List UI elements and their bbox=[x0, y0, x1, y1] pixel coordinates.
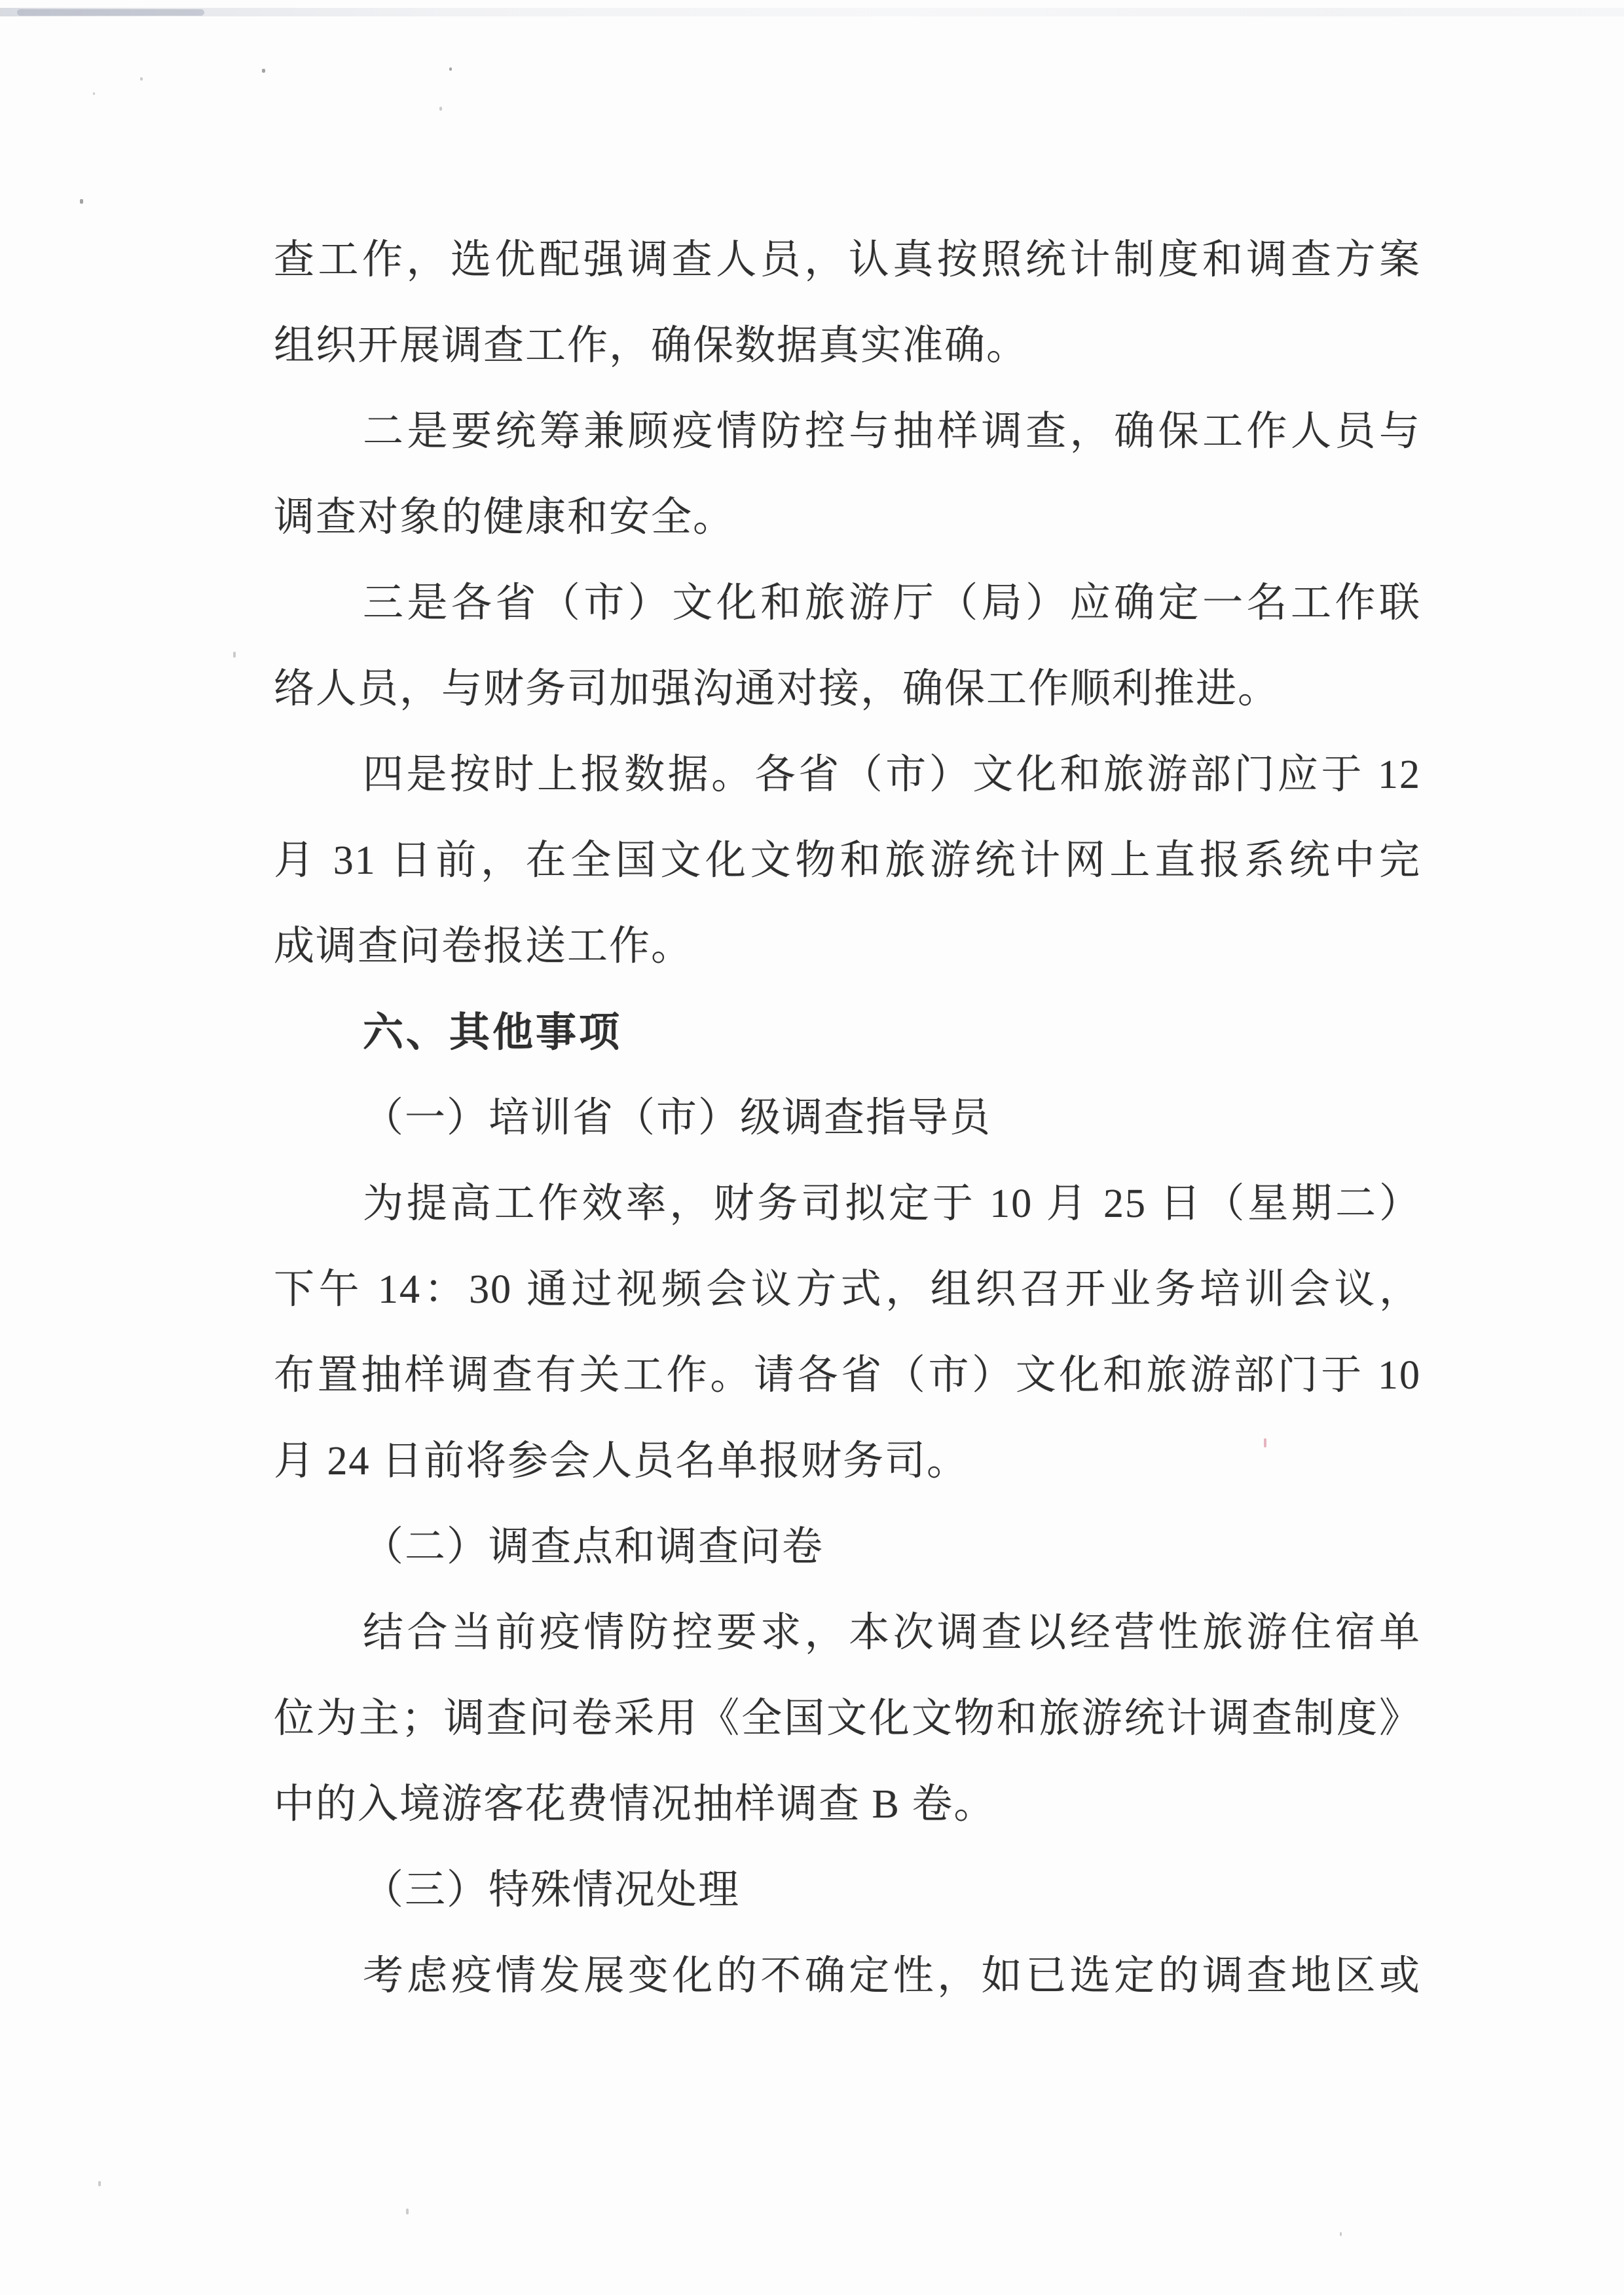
scan-edge-band bbox=[0, 8, 1624, 16]
text-line: （三）特殊情况处理 bbox=[363, 1868, 741, 1912]
section-heading: 六、其他事项 bbox=[363, 1010, 623, 1055]
text-line: 考虑疫情发展变化的不确定性，如已选定的调查地区或 bbox=[363, 1954, 1421, 1998]
text-line: 为提高工作效率，财务司拟定于 10 月 25 日（星期二） bbox=[363, 1182, 1421, 1226]
text-line: 月 31 日前，在全国文化文物和旅游统计网上直报系统中完 bbox=[274, 838, 1421, 883]
text-line: 二是要统筹兼顾疫情防控与抽样调查，确保工作人员与 bbox=[363, 409, 1421, 454]
dust-speck bbox=[98, 2181, 101, 2186]
text-line: 络人员，与财务司加强沟通对接，确保工作顺利推进。 bbox=[274, 667, 1280, 711]
dust-speck bbox=[406, 2209, 409, 2214]
text-line: 布置抽样调查有关工作。请各省（市）文化和旅游部门于 10 bbox=[274, 1353, 1421, 1398]
dust-speck bbox=[233, 652, 236, 658]
document-body bbox=[274, 217, 1421, 2019]
text-line: 月 24 日前将参会人员名单报财务司。 bbox=[274, 1439, 969, 1483]
text-line: 调查对象的健康和安全。 bbox=[274, 495, 735, 540]
dust-speck bbox=[449, 67, 452, 71]
text-line: 位为主；调查问卷采用《全国文化文物和旅游统计调查制度》 bbox=[274, 1696, 1421, 1741]
text-line: 中的入境游客花费情况抽样调查 B 卷。 bbox=[274, 1782, 996, 1827]
text-line: 三是各省（市）文化和旅游厅（局）应确定一名工作联 bbox=[363, 581, 1421, 625]
text-line: 成调查问卷报送工作。 bbox=[274, 924, 693, 969]
dust-speck bbox=[80, 199, 83, 204]
text-line: 下午 14：30 通过视频会议方式，组织召开业务培训会议， bbox=[274, 1267, 1421, 1312]
text-line: 四是按时上报数据。各省（市）文化和旅游部门应于 12 bbox=[363, 753, 1421, 797]
text-line: 查工作，选优配强调查人员，认真按照统计制度和调查方案 bbox=[274, 238, 1421, 282]
dust-speck bbox=[1340, 2232, 1342, 2236]
dust-speck bbox=[439, 107, 442, 111]
text-line: 组织开展调查工作，确保数据真实准确。 bbox=[274, 324, 1029, 368]
text-line: （一）培训省（市）级调查指导员 bbox=[363, 1096, 992, 1140]
dust-speck bbox=[262, 69, 265, 73]
dust-speck bbox=[140, 77, 143, 81]
text-line: （二）调查点和调查问卷 bbox=[363, 1525, 824, 1569]
dust-speck bbox=[93, 92, 95, 95]
text-line: 结合当前疫情防控要求，本次调查以经营性旅游住宿单 bbox=[363, 1611, 1421, 1655]
scan-edge-band-dark bbox=[17, 9, 204, 16]
